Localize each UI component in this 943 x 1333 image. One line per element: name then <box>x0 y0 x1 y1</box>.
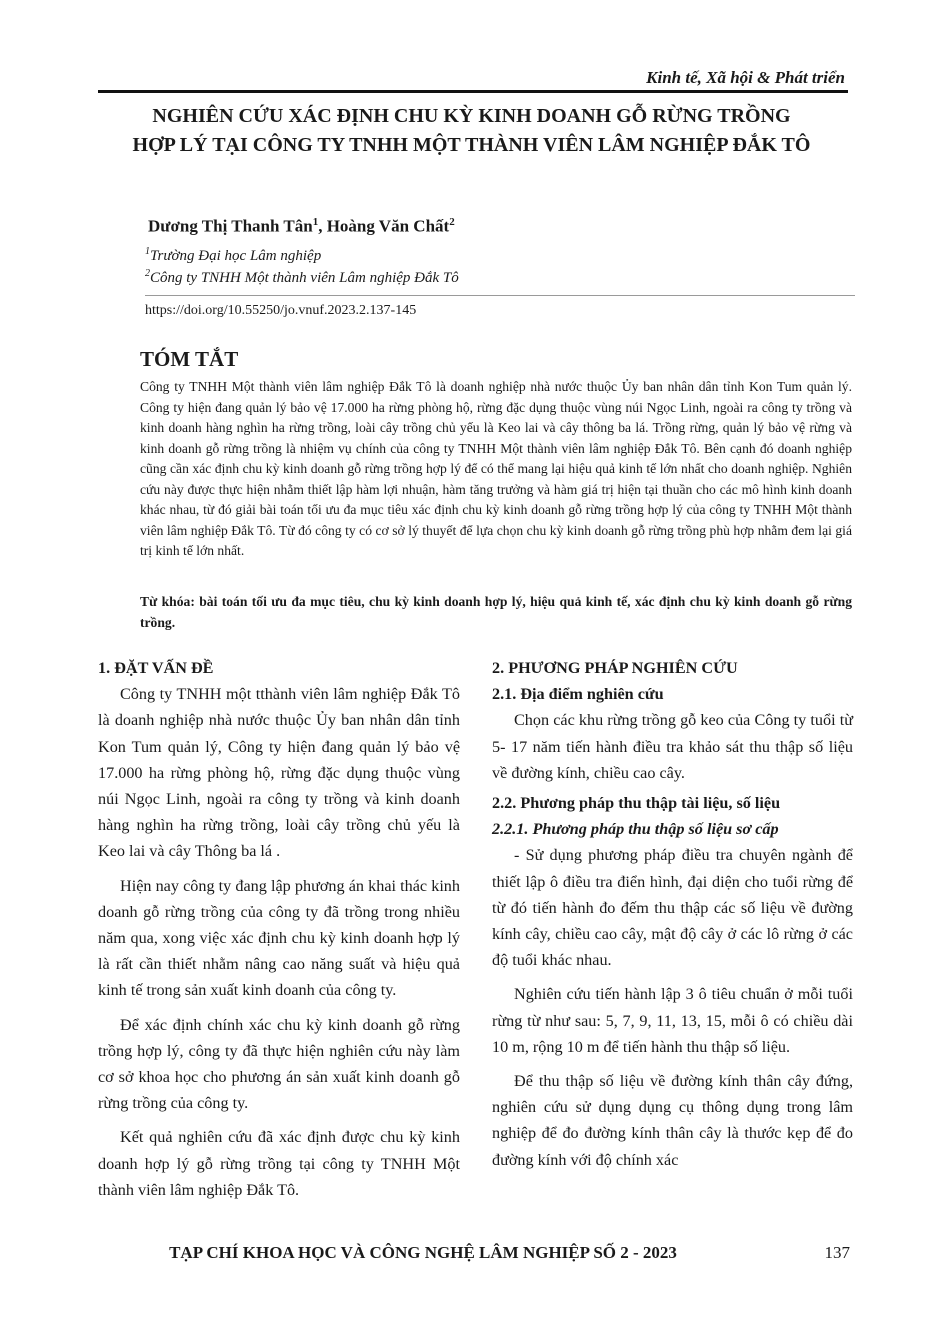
authors <box>148 216 455 237</box>
paragraph: Chọn các khu rừng trồng gỗ keo của Công ty tuổi từ 5- 17 năm tiến hành điều tra khảo sát thu thập số liệu về đường kính, chiều cao cây. <box>492 711 853 782</box>
author-separator: , <box>318 216 327 236</box>
paragraph: Để thu thập số liệu về đường kính thân cây đứng, nghiên cứu sử dụng dụng cụ thông dụng trong lâm nghiệp để đo đường kính thân cây là thước kẹp để đo đường kính với độ chính xác <box>492 1072 853 1169</box>
paragraph: Kết quả nghiên cứu đã xác định được chu kỳ kinh doanh hợp lý gỗ rừng trồng tại công ty TNHH Một thành viên lâm nghiệp Đắk Tô. <box>98 1128 460 1199</box>
paragraph: Nghiên cứu tiến hành lập 3 ô tiêu chuẩn ở mỗi tuổi rừng từ như sau: 5, 7, 9, 11, 13, 15, mỗi ô có chiều dài 10 m, rộng 10 m để tiến hành thu thập số liệu. <box>492 985 853 1056</box>
author-2: Hoàng Văn Chất <box>326 216 450 236</box>
affiliation-1-mark: 1 <box>145 246 150 257</box>
affiliation-2-mark: 2 <box>145 268 150 279</box>
author-2-affil-mark: 2 <box>449 216 455 228</box>
right-column <box>492 655 853 1181</box>
doi-link[interactable]: https://doi.org/10.55250/jo.vnuf.2023.2.137-145 <box>145 303 417 318</box>
affiliation-1-text: Trường Đại học Lâm nghiệp <box>150 248 322 264</box>
paragraph: Để xác định chính xác chu kỳ kinh doanh gỗ rừng trồng hợp lý, công ty đã thực hiện nghiên cứu này làm cơ sở khoa học cho phương án sản xuất kinh doanh gỗ rừng trồng của công ty. <box>98 1015 460 1113</box>
paragraph: Hiện nay công ty đang lập phương án khai thác kinh doanh gỗ rừng trồng của công ty đã trồng trong nhiều năm qua, xong việc xác định chu kỳ kinh doanh hợp lý là rất cần thiết nhằm nâng cao năng suất và hiệu quả kinh tế trong sản xuất kinh doanh của công ty. <box>98 876 460 1000</box>
title-line-2: HỢP LÝ TẠI CÔNG TY TNHH MỘT THÀNH VIÊN LÂM NGHIỆP ĐẮK TÔ <box>132 134 811 156</box>
abstract-heading: TÓM TẮT <box>140 347 239 371</box>
section-1-heading: 1. ĐẶT VẤN ĐỀ <box>98 659 214 677</box>
left-column <box>98 655 460 1211</box>
affiliation-1 <box>145 246 321 265</box>
subsection-2-1-heading: 2.1. Địa điểm nghiên cứu <box>492 685 664 704</box>
abstract-text: Công ty TNHH Một thành viên lâm nghiệp Đắk Tô là doanh nghiệp nhà nước thuộc Ủy ban nhân dân tỉnh Kon Tum quản lý. Công ty hiện đang quản lý bảo vệ 17.000 ha rừng phòng hộ, rừng đặc dụng thuộc vùng núi Ngọc Linh, ngoài ra công ty trồng và kinh doanh hàng nghìn ha rừng trồng, loài cây trồng chủ yếu là Keo lai và cây thông ba lá. Trồng rừng, quản lý bảo vệ rừng và kinh doanh gỗ rừng trồng là nhiệm vụ chính của công ty TNHH Một thành viên lâm nghiệp Đắk Tô. Bên cạnh đó doanh nghiệp cũng cần xác định chu kỳ kinh doanh gỗ rừng trồng hợp lý để có thể mang lại hiệu quả kinh tế lớn nhất cho doanh nghiệp. Nghiên cứu này được thực hiện nhằm thiết lập hàm lợi nhuận, hàm tăng trưởng và hàm giá trị hiện tại thuần cho các mô hình kinh doanh khác nhau, từ đó giải bài toán tối ưu đa mục tiêu xác định chu kỳ kinh doanh gỗ rừng trồng hợp lý của công ty TNHH Một thành viên lâm nghiệp Đắk Tô. Từ đó công ty có cơ sở lý thuyết để lựa chọn chu kỳ kinh doanh gỗ rừng trồng phù hợp nhằm đem lại giá trị kinh tế lớn nhất. <box>140 379 852 558</box>
footer-journal-name: TẠP CHÍ KHOA HỌC VÀ CÔNG NGHỆ LÂM NGHIỆP SỐ 2 - 2023 <box>169 1243 677 1262</box>
title-line-1: NGHIÊN CỨU XÁC ĐỊNH CHU KỲ KINH DOANH GỖ RỪNG TRỒNG <box>152 105 791 127</box>
doi-divider <box>145 295 855 296</box>
paragraph: - Sử dụng phương pháp điều tra chuyên ngành để thiết lập ô điều tra điển hình, đại diện cho tuổi rừng để từ đó tiến hành đo đếm thu thập các số liệu về đường kính cây, chiều cao cây, mật độ cây ở các lô rừng ở các độ tuổi khác nhau. <box>492 846 853 970</box>
article-title <box>80 102 863 160</box>
affiliation-2 <box>145 268 459 287</box>
subsection-2-2-heading: 2.2. Phương pháp thu thập tài liệu, số liệu <box>492 794 781 813</box>
paragraph: Công ty TNHH một tthành viên lâm nghiệp Đắk Tô là doanh nghiệp nhà nước thuộc Ủy ban nhân dân tỉnh Kon Tum quản lý, Công ty hiện đang quản lý bảo vệ 17.000 ha rừng phòng hộ, rừng đặc dụng thuộc vùng núi Ngọc Linh, ngoài ra công ty trồng và kinh doanh hàng nghìn ha rừng trồng, loài cây trồng chủ yếu là Keo lai và cây Thông ba lá . <box>98 685 460 861</box>
header-rule <box>98 90 848 93</box>
author-1-affil-mark: 1 <box>312 216 319 228</box>
affiliation-2-text: Công ty TNHH Một thành viên Lâm nghiệp Đắk Tô <box>150 270 459 286</box>
keywords: Từ khóa: bài toán tối ưu đa mục tiêu, chu kỳ kinh doanh hợp lý, hiệu quả kinh tế, xác định chu kỳ kinh doanh gỗ rừng trồng. <box>140 594 852 630</box>
section-header: Kinh tế, Xã hội & Phát triển <box>646 68 845 87</box>
section-2-heading: 2. PHƯƠNG PHÁP NGHIÊN CỨU <box>492 659 738 677</box>
author-1: Dương Thị Thanh Tân <box>148 216 313 236</box>
page-number: 137 <box>824 1243 850 1262</box>
subsection-2-2-1-heading: 2.2.1. Phương pháp thu thập số liệu sơ cấp <box>492 820 779 839</box>
